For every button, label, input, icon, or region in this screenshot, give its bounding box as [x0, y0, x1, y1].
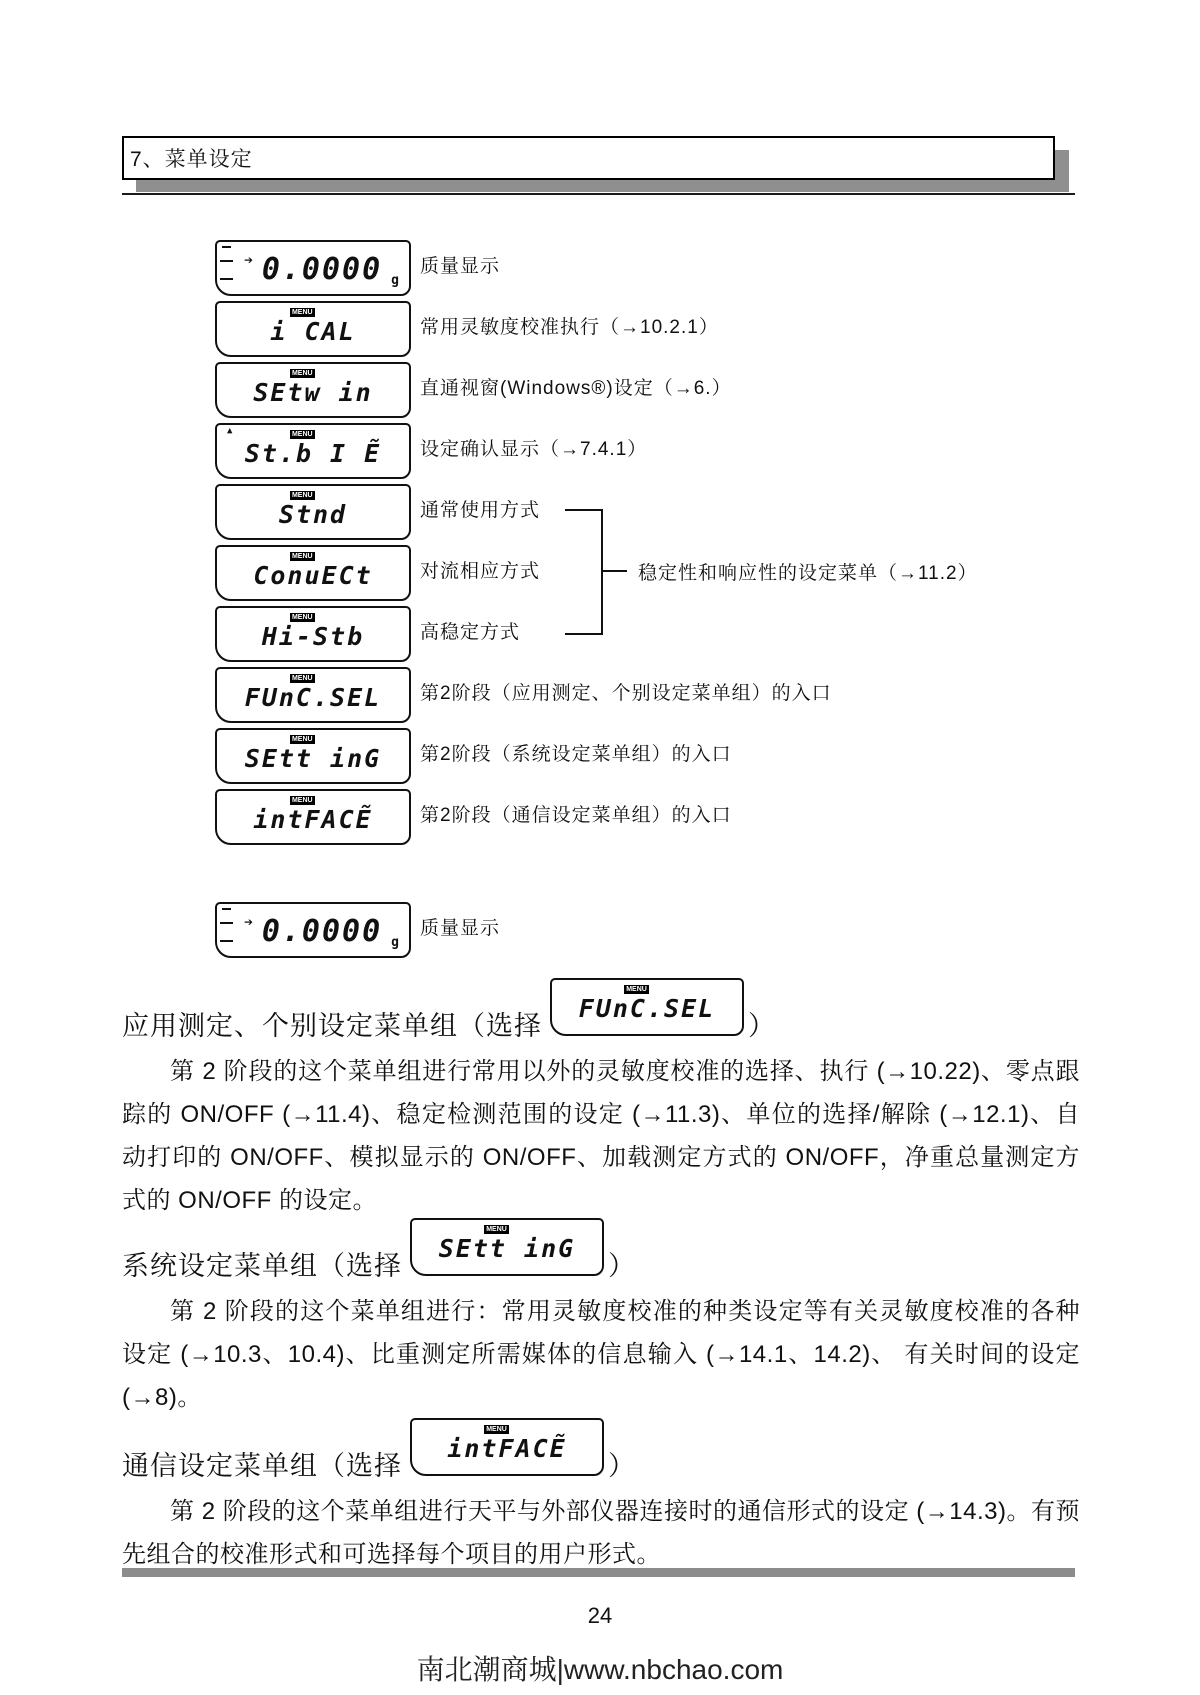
page-number: 24 [587, 1603, 613, 1628]
lcd-row [215, 301, 1115, 355]
lcd-display [215, 902, 411, 958]
section-close-paren: ） [608, 1451, 636, 1481]
lcd-row [215, 423, 1115, 477]
menu-indicator: MENU [291, 309, 313, 316]
lcd-row [215, 728, 1115, 782]
section-body-text: 第 2 阶段的这个菜单组进行常用以外的灵敏度校准的选择、执行 (→10.22)、零点跟踪的 ON/OFF (→11.4)、稳定检测范围的设定 (→11.3)、单位的选择/解除 (→12.1)、自动打印的 ON/OFF、模拟显示的 ON/OFF、加载测定方式的 ON/OFF，净重总量测定方式的 ON/OFF 的设定。 [122, 1058, 1080, 1214]
lcd-text: St.b I Ẽ [244, 439, 382, 468]
section-body-text: 第 2 阶段的这个菜单组进行天平与外部仪器连接时的通信形式的设定 (→14.3)。有预先组合的校准形式和可选择每个项目的用户形式。 [122, 1498, 1080, 1568]
menu-indicator: MENU [486, 1226, 507, 1233]
section-title: 应用测定、个别设定菜单组（选择 [122, 1011, 542, 1041]
section [122, 972, 1080, 1222]
header-divider [122, 193, 1075, 195]
lcd-text: i CAL [270, 317, 356, 346]
lcd-row [215, 902, 1115, 956]
chapter-header [122, 136, 1055, 180]
menu-indicator: MENU [291, 797, 313, 804]
section-lcd-display [410, 1418, 604, 1476]
lcd-text: Hi-Stb [261, 622, 365, 651]
bracket-bottom-line [565, 633, 603, 635]
menu-indicator: MENU [291, 675, 313, 682]
arrow-icon: ➔ [244, 251, 254, 269]
section [122, 1412, 1080, 1576]
lcd-row [215, 789, 1115, 843]
lcd-text: ConuECt [253, 561, 373, 590]
lcd-row [215, 362, 1115, 416]
menu-indicator: MENU [291, 370, 313, 377]
lcd-row-label: 质量显示 [420, 918, 501, 939]
lcd-row-label: 通常使用方式 [420, 500, 541, 521]
lcd-text: FUnC.SEL [578, 994, 716, 1023]
lcd-display [215, 301, 411, 357]
lcd-row-label: 对流相应方式 [420, 561, 541, 582]
lcd-display [215, 362, 411, 418]
lcd-row-label: 常用灵敏度校准执行（→10.2.1） [420, 317, 719, 338]
section-title: 通信设定菜单组（选择 [122, 1451, 402, 1481]
lcd-text: intFACẼ [253, 805, 373, 834]
lcd-unit: g [391, 273, 399, 288]
lcd-display [215, 484, 411, 540]
menu-flow-diagram [215, 240, 1115, 970]
lcd-row-label: 高稳定方式 [420, 622, 521, 643]
lcd-text: SEtt inG [438, 1234, 576, 1263]
section-body-text: 第 2 阶段的这个菜单组进行：常用灵敏度校准的种类设定等有关灵敏度校准的各种设定 (→10.3、10.4)、比重测定所需媒体的信息输入 (→14.1、14.2)、 有关时间的设定 (→8)。 [122, 1298, 1080, 1411]
menu-indicator: MENU [291, 492, 313, 499]
section-lcd-display [410, 1218, 604, 1276]
lcd-display [215, 728, 411, 784]
lcd-text: FUnC.SEL [244, 683, 382, 712]
menu-indicator: MENU [291, 553, 313, 560]
bracket-label: 稳定性和响应性的设定菜单（→11.2） [638, 563, 978, 584]
lcd-display [215, 423, 411, 479]
lcd-row-label: 第2阶段（通信设定菜单组）的入口 [420, 805, 732, 826]
lcd-display [215, 667, 411, 723]
lcd-row-label: 直通视窗(Windows®)设定（→6.） [420, 378, 732, 399]
lcd-row-label: 质量显示 [420, 256, 501, 277]
arrow-icon: ➔ [244, 913, 254, 931]
lcd-display [215, 545, 411, 601]
bracket-vertical-line [601, 509, 603, 635]
site-footer-text: 南北潮商城|www.nbchao.com [416, 1654, 784, 1685]
lcd-text: SEtt inG [244, 744, 382, 773]
lcd-row [215, 484, 1115, 538]
menu-indicator: MENU [626, 986, 647, 993]
bracket-top-line [565, 509, 603, 511]
menu-indicator: MENU [486, 1426, 507, 1433]
bracket-middle-line [603, 570, 627, 572]
chapter-title: 7、菜单设定 [130, 148, 253, 171]
lcd-corner-mark: ▲ [227, 426, 233, 436]
lcd-row [215, 667, 1115, 721]
lcd-row-label: 第2阶段（系统设定菜单组）的入口 [420, 744, 732, 765]
lcd-unit: g [391, 935, 399, 950]
section-close-paren: ） [748, 1011, 776, 1041]
menu-indicator: MENU [291, 614, 313, 621]
section-title: 系统设定菜单组（选择 [122, 1251, 402, 1281]
section-heading [122, 972, 1080, 1042]
lcd-text: Stnd [278, 500, 348, 529]
footer-divider-bar [122, 1568, 1075, 1577]
lcd-row-label: 第2阶段（应用测定、个别设定菜单组）的入口 [420, 683, 832, 704]
lcd-row [215, 240, 1115, 294]
section-heading [122, 1212, 1080, 1282]
lcd-text: intFACẼ [447, 1434, 567, 1463]
lcd-text: SEtw in [253, 378, 373, 407]
section-close-paren: ） [608, 1251, 636, 1281]
lcd-row-label: 设定确认显示（→7.4.1） [420, 439, 648, 460]
section [122, 1212, 1080, 1419]
section-lcd-display [550, 978, 744, 1036]
lcd-row [215, 606, 1115, 660]
lcd-display [215, 789, 411, 845]
lcd-display [215, 240, 411, 296]
lcd-text: 0.0000 [261, 252, 383, 287]
lcd-display [215, 606, 411, 662]
section-heading [122, 1412, 1080, 1482]
menu-indicator: MENU [291, 736, 313, 743]
menu-indicator: MENU [291, 431, 313, 438]
lcd-text: 0.0000 [261, 914, 383, 949]
